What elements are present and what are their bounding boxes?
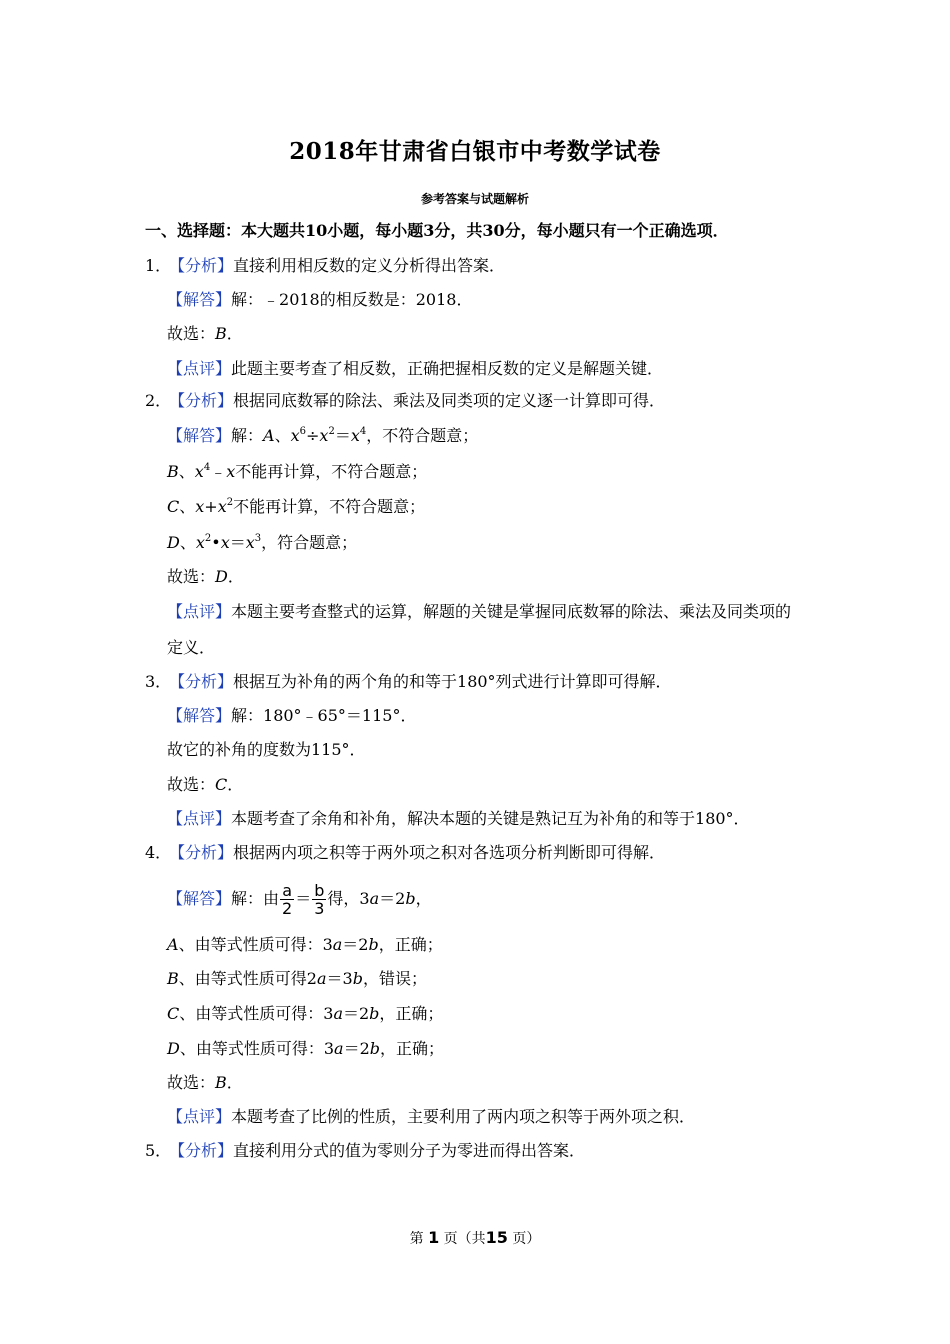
q2-option-d-text: 、$x^2•x=x^3$，符合题意；: [179, 533, 358, 552]
q3-choice-line: 故选：C．: [167, 775, 244, 794]
q2-option-a-letter: A: [263, 426, 275, 445]
q2-comment-line-2: [167, 636, 215, 660]
footer-suffix: 页）: [512, 1231, 541, 1247]
q3-comment-text: 本题考查了余角和补角，解决本题的关键是熟记互为补角的和等于180°．: [231, 809, 750, 828]
q5-analysis-line: [145, 1139, 585, 1163]
q5-number: 5．: [145, 1141, 172, 1160]
q4-option-b: [167, 967, 427, 991]
q4-option-c-text: 、由等式性质可得：3a＝2b，正确；: [179, 1004, 444, 1023]
q1-comment-text: 此题主要考查了相反数，正确把握相反数的定义是解题关键．: [231, 359, 664, 378]
comment-label: 【点评】: [167, 809, 232, 828]
q3-analysis-text: 根据互为补角的两个角的和等于180°列式进行计算即可得解．: [233, 672, 672, 691]
q4-option-c-letter: C: [167, 1004, 180, 1023]
analysis-label: 【分析】: [169, 672, 234, 691]
fraction-b-over-3: [312, 882, 326, 917]
q3-number: 3．: [145, 672, 172, 691]
q2-choice: D: [215, 567, 228, 586]
q4-option-d: [167, 1037, 444, 1061]
page-subtitle: 参考答案与试题解析: [420, 192, 529, 206]
q1-choice-line: 故选：B．: [167, 324, 243, 343]
q2-comment-text-1: 本题主要考查整式的运算，解题的关键是掌握同底数幂的除法、乘法及同类项的: [231, 602, 792, 621]
q4-analysis-text: 根据两内项之积等于两外项之积对各选项分析判断即可得解．: [233, 843, 666, 862]
analysis-label: 【分析】: [169, 843, 234, 862]
q4-option-b-text: 、由等式性质可得2a＝3b，错误；: [178, 969, 427, 988]
q3-answer-line: [167, 704, 416, 728]
q2-option-b-letter: B: [167, 462, 179, 481]
analysis-label: 【分析】: [169, 1141, 234, 1160]
comment-label: 【点评】: [167, 602, 232, 621]
q4-choice: B: [215, 1073, 227, 1092]
q2-choice-prefix: 故选：: [167, 567, 216, 586]
q2-option-c-letter: C: [167, 497, 180, 516]
q3-answer-text: 解：180°﹣65°＝115°．: [231, 706, 417, 725]
q4-option-a-letter: A: [167, 935, 179, 954]
q4-option-d-text: 、由等式性质可得：3a＝2b，正确；: [179, 1039, 445, 1058]
q1-answer-line: [167, 288, 472, 312]
footer-mid: 页（共: [443, 1231, 486, 1247]
q4-analysis-line: [145, 841, 665, 865]
q4-comment-line: [167, 1105, 695, 1129]
q2-analysis-text: 根据同底数幂的除法、乘法及同类项的定义逐一计算即可得．: [233, 391, 666, 410]
q1-choice: B: [215, 324, 227, 343]
q2-option-c: [167, 495, 425, 519]
page-number: 1: [428, 1228, 440, 1247]
q4-comment-text: 本题考查了比例的性质，主要利用了两内项之积等于两外项之积．: [231, 1107, 696, 1126]
q2-option-c-text: 、$x+x^2$不能再计算，不符合题意；: [179, 497, 426, 516]
fraction-denominator: 2: [282, 899, 293, 918]
answer-label: 【解答】: [167, 889, 232, 908]
q4-answer-line: [167, 880, 432, 918]
fraction-a-over-2: [280, 882, 294, 917]
q1-number: 1．: [145, 256, 172, 275]
q1-choice-prefix: 故选：: [167, 324, 216, 343]
q2-option-b-text: 、$x^4﹣x$不能再计算，不符合题意；: [178, 462, 428, 481]
section-heading: 一、选择题：本大题共10小题，每小题3分，共30分，每小题只有一个正确选项．: [145, 221, 729, 240]
q3-comment-line: [167, 807, 750, 831]
analysis-label: 【分析】: [169, 256, 234, 275]
q2-answer-prefix: 解：: [231, 426, 264, 445]
q4-option-c: [167, 1002, 443, 1026]
q2-choice-line: 故选：D．: [167, 567, 244, 586]
q4-option-d-letter: D: [167, 1039, 180, 1058]
q2-comment-text-2: 定义．: [167, 638, 216, 657]
q3-choice: C: [215, 775, 228, 794]
fraction-denominator: 3: [314, 899, 325, 918]
answer-label: 【解答】: [167, 426, 232, 445]
q2-number: 2．: [145, 391, 172, 410]
analysis-label: 【分析】: [169, 391, 234, 410]
q1-analysis-text: 直接利用相反数的定义分析得出答案．: [233, 256, 506, 275]
q1-answer-text: 解：﹣2018的相反数是：2018．: [231, 290, 473, 309]
q3-choice-prefix: 故选：: [167, 775, 216, 794]
fraction-numerator: a: [280, 882, 294, 900]
answer-label: 【解答】: [167, 706, 232, 725]
q4-answer-suffix: 得，3a＝2b，: [327, 889, 432, 908]
q4-option-a: [167, 933, 443, 957]
q4-equals: ＝: [295, 889, 312, 908]
footer-prefix: 第: [409, 1231, 424, 1247]
page-total: 15: [485, 1228, 508, 1247]
q2-option-b: [167, 460, 427, 484]
q2-answer-line: [167, 424, 478, 448]
q2-comment-line: [167, 600, 791, 624]
q4-number: 4．: [145, 843, 172, 862]
comment-label: 【点评】: [167, 1107, 232, 1126]
comment-label: 【点评】: [167, 359, 232, 378]
q2-analysis-line: [145, 389, 665, 413]
q4-answer-prefix: 解：由: [231, 889, 280, 908]
q2-option-d: [167, 531, 357, 555]
answer-label: 【解答】: [167, 290, 232, 309]
q4-choice-prefix: 故选：: [167, 1073, 216, 1092]
fraction-numerator: b: [312, 882, 326, 900]
q1-comment-line: [167, 357, 663, 381]
q4-choice-line: 故选：B．: [167, 1073, 243, 1092]
q5-analysis-text: 直接利用分式的值为零则分子为零进而得出答案．: [233, 1141, 586, 1160]
q4-option-b-letter: B: [167, 969, 179, 988]
q3-analysis-line: [145, 670, 672, 694]
q3-extra-line: [167, 738, 366, 762]
page-footer: [0, 1228, 950, 1248]
q3-extra-text: 故它的补角的度数为115°．: [167, 740, 366, 759]
q2-option-d-letter: D: [167, 533, 180, 552]
q4-option-a-text: 、由等式性质可得：3a＝2b，正确；: [178, 935, 443, 954]
q1-analysis-line: [145, 254, 505, 278]
q2-option-a-text: 、$x^6\div x^2=x^4$，不符合题意；: [274, 426, 479, 445]
page-title: 2018年甘肃省白银市中考数学试卷: [289, 138, 661, 165]
